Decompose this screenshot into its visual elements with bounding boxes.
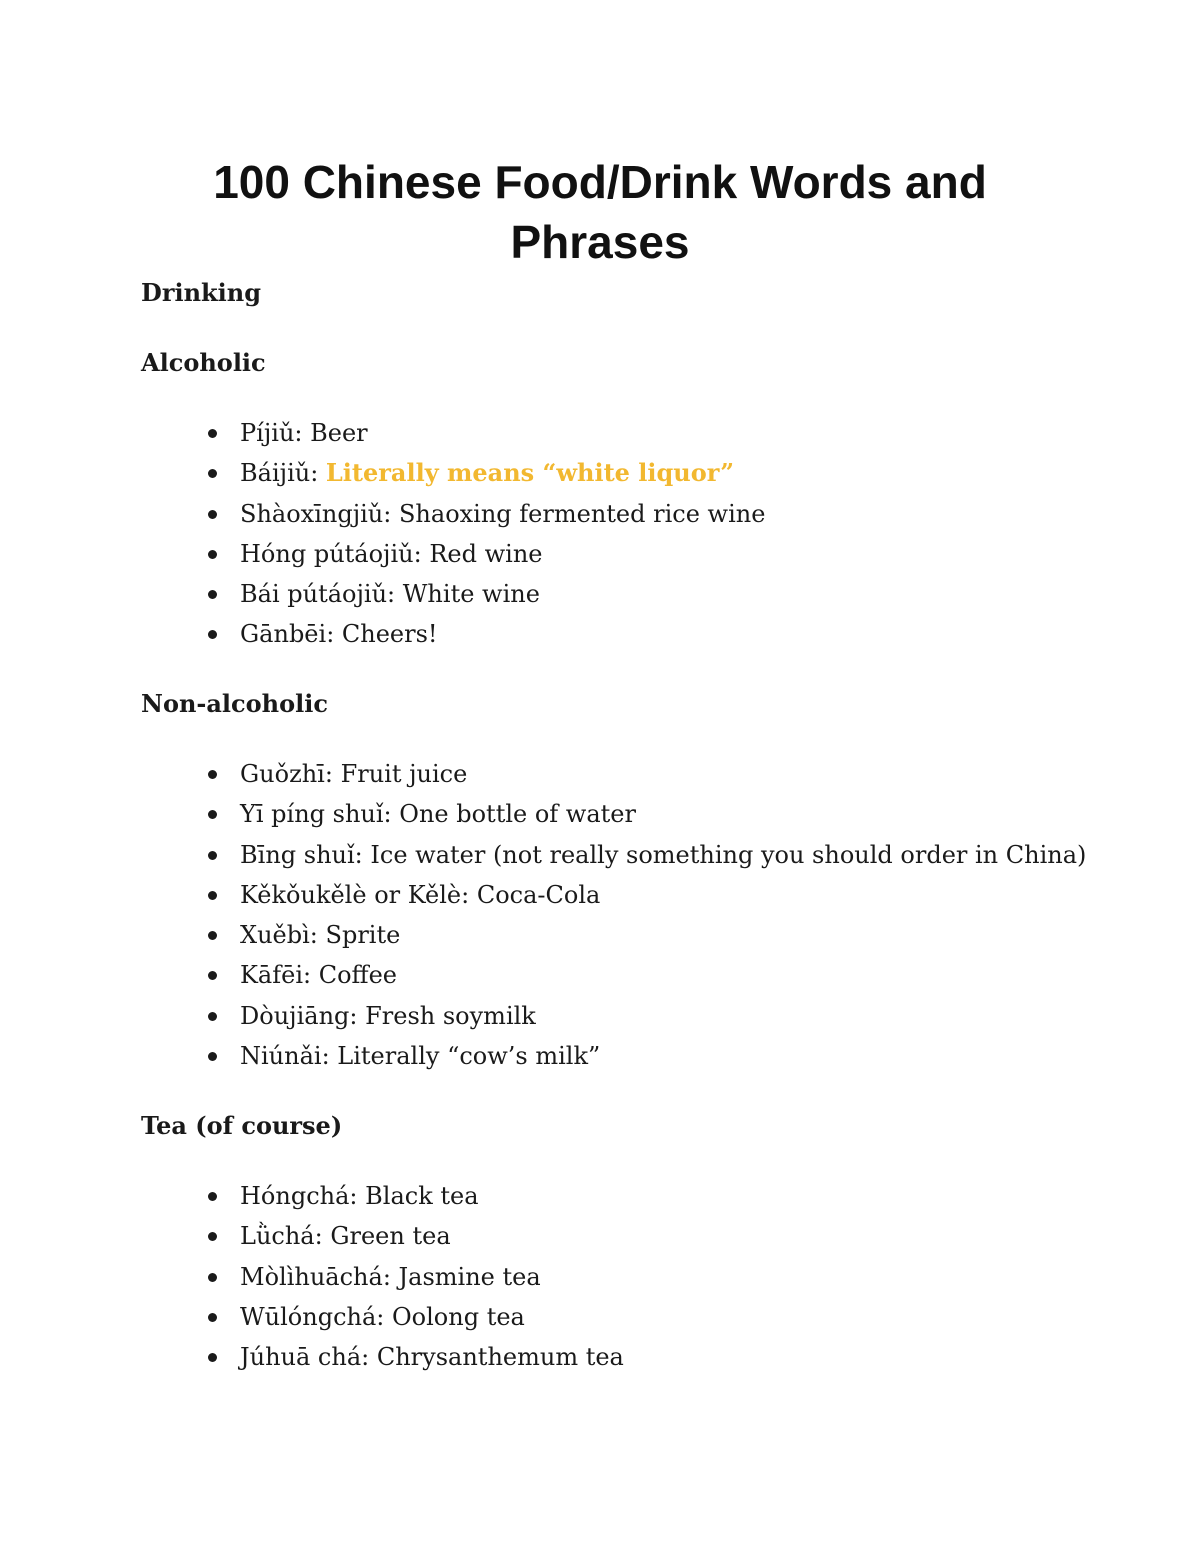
term: Wūlóngchá <box>240 1302 377 1331</box>
bullet-icon <box>208 1192 217 1201</box>
bullet-icon <box>208 851 217 860</box>
meaning: Red wine <box>429 539 543 568</box>
term: Báijiǔ <box>240 459 311 488</box>
bullet-icon <box>208 1353 217 1362</box>
meaning: Literally “cow’s milk” <box>337 1042 601 1071</box>
term: Píjiǔ <box>240 419 295 447</box>
meaning: Shaoxing fermented rice wine <box>398 499 766 528</box>
meaning: Green tea <box>330 1222 451 1251</box>
bullet-icon <box>208 1052 217 1061</box>
bullet-icon <box>208 550 217 559</box>
term: Gānbēi <box>240 620 327 649</box>
meaning: Black tea <box>365 1182 479 1210</box>
term: Mòlìhuāchá <box>240 1262 383 1291</box>
non-alcoholic-list <box>0 754 1086 1076</box>
term: Yī píng shuǐ <box>240 800 384 829</box>
term: Lǜchá <box>240 1222 315 1251</box>
list-item: Niúnǎi: Literally “cow’s milk” <box>0 1036 1086 1076</box>
term: Shàoxīngjiǔ <box>240 499 384 528</box>
meaning: Fruit juice <box>340 760 468 788</box>
term: Hóngchá <box>240 1182 350 1210</box>
list-item: Mòlìhuāchá: Jasmine tea <box>0 1257 624 1297</box>
bullet-icon <box>208 810 217 819</box>
term: Hóng pútáojiǔ <box>240 539 414 568</box>
term: Bái pútáojiǔ <box>240 580 388 609</box>
bullet-icon <box>208 630 217 639</box>
list-item: Kěkǒukělè or Kělè: Coca-Cola <box>0 875 1086 915</box>
bullet-icon <box>208 469 217 478</box>
meaning: White wine <box>402 580 540 609</box>
bullet-icon <box>208 1232 217 1241</box>
meaning: Chrysanthemum tea <box>376 1343 624 1372</box>
meaning: Jasmine tea <box>398 1262 541 1291</box>
list-item: Bīng shuǐ: Ice water (not really something you should order in China) <box>0 835 1086 875</box>
subheading-tea: Tea (of course) <box>141 1111 343 1140</box>
meaning: One bottle of water <box>399 800 636 829</box>
list-item: Xuěbì: Sprite <box>0 915 1086 955</box>
list-item: Bái pútáojiǔ: White wine <box>0 574 765 614</box>
title-line-2: Phrases <box>510 216 690 268</box>
term: Dòujiāng <box>240 1001 350 1030</box>
bullet-icon <box>208 931 217 940</box>
list-item: Gānbēi: Cheers! <box>0 614 765 654</box>
tea-list <box>0 1176 624 1377</box>
meaning: Oolong tea <box>392 1302 525 1331</box>
term: Xuěbì <box>240 921 310 950</box>
bullet-icon <box>208 1273 217 1282</box>
list-item: Shàoxīngjiǔ: Shaoxing fermented rice wine <box>0 494 765 534</box>
meaning: Sprite <box>325 921 401 950</box>
title-line-1: 100 Chinese Food/Drink Words and <box>213 156 987 208</box>
list-item: Lǜchá: Green tea <box>0 1216 624 1256</box>
list-item: Yī píng shuǐ: One bottle of water <box>0 794 1086 834</box>
list-item: Guǒzhī: Fruit juice <box>0 754 1086 794</box>
meaning: Coca-Cola <box>476 880 601 909</box>
bullet-icon <box>208 510 217 519</box>
bullet-icon <box>208 891 217 900</box>
list-item: Dòujiāng: Fresh soymilk <box>0 996 1086 1036</box>
list-item: Báijiǔ: Literally means “white liquor” <box>0 453 765 493</box>
term: Guǒzhī <box>240 760 325 788</box>
meaning: Ice water (not really something you should order in China) <box>370 840 1087 869</box>
term: Bīng shuǐ <box>240 840 355 869</box>
bullet-icon <box>208 429 217 438</box>
list-item: Hóngchá: Black tea <box>0 1176 624 1216</box>
list-item: Hóng pútáojiǔ: Red wine <box>0 534 765 574</box>
list-item: Wūlóngchá: Oolong tea <box>0 1297 624 1337</box>
bullet-icon <box>208 971 217 980</box>
alcoholic-list <box>0 413 765 655</box>
meaning: Beer <box>310 419 368 447</box>
list-item: Píjiǔ: Beer <box>0 413 765 453</box>
subheading-alcoholic: Alcoholic <box>141 348 266 377</box>
subheading-non-alcoholic: Non-alcoholic <box>141 689 328 718</box>
list-item: Júhuā chá: Chrysanthemum tea <box>0 1337 624 1377</box>
meaning: Coffee <box>318 961 397 990</box>
list-item: Kāfēi: Coffee <box>0 955 1086 995</box>
term: Kěkǒukělè or Kělè <box>240 880 462 909</box>
page-title <box>0 152 1200 272</box>
meaning: Fresh soymilk <box>365 1001 536 1030</box>
bullet-icon <box>208 1313 217 1322</box>
bullet-icon <box>208 590 217 599</box>
section-heading-drinking: Drinking <box>141 278 261 307</box>
bullet-icon <box>208 1012 217 1021</box>
term: Júhuā chá <box>240 1343 362 1372</box>
term: Niúnǎi <box>240 1042 322 1071</box>
term: Kāfēi <box>240 961 303 990</box>
highlighted-meaning: Literally means “white liquor” <box>325 458 735 488</box>
bullet-icon <box>208 770 217 779</box>
meaning: Cheers! <box>341 620 438 649</box>
